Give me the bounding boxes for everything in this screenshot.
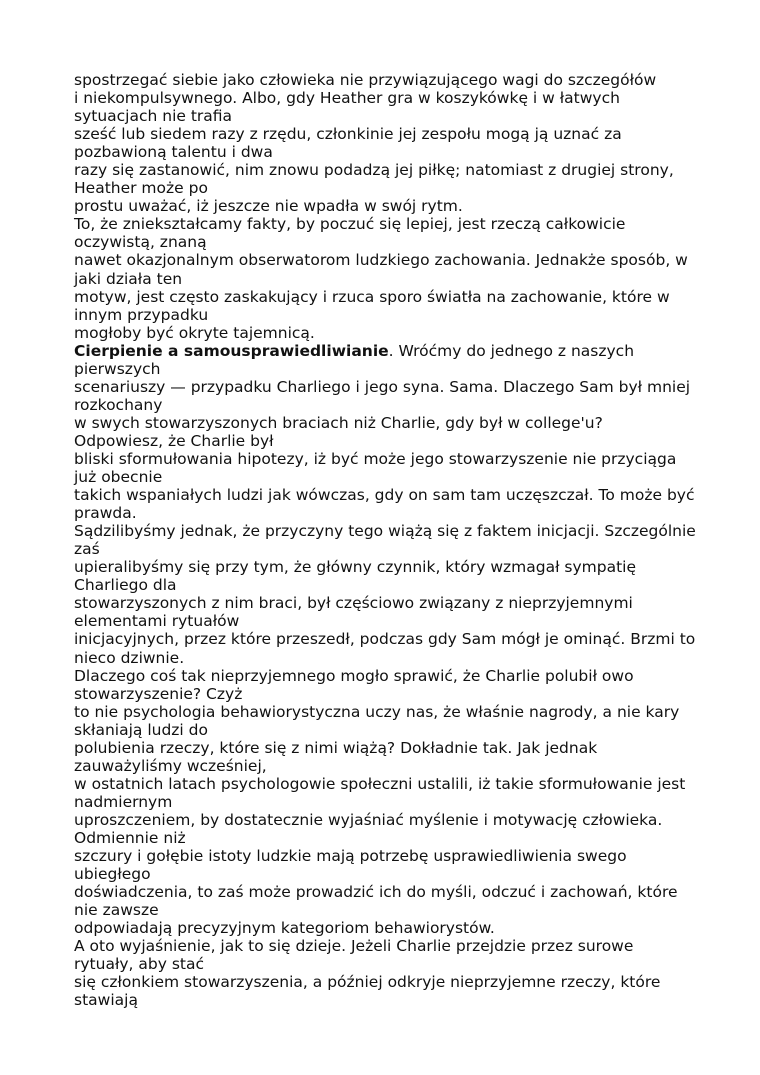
section-heading: Cierpienie a samousprawiedliwianie: [74, 341, 389, 360]
text-line: nawet okazjonalnym obserwatorom ludzkiego zachowania. Jednakże sposób, w: [74, 251, 688, 270]
text-line: rytuały, aby stać: [74, 955, 204, 974]
text-line: inicjacyjnych, przez które przeszedł, podczas gdy Sam mógł je ominąć. Brzmi to: [74, 630, 696, 649]
text-line: stowarzyszonych z nim braci, był częściowo związany z nieprzyjemnymi: [74, 594, 633, 613]
text-line: innym przypadku: [74, 305, 209, 324]
text-line: mogłoby być okryte tajemnicą.: [74, 323, 315, 342]
text-line: upieralibyśmy się przy tym, że główny czynnik, który wzmagał sympatię: [74, 558, 637, 577]
text-line: motyw, jest często zaskakujący i rzuca sporo światła na zachowanie, które w: [74, 287, 670, 306]
text-line: już obecnie: [74, 468, 163, 487]
text-line: polubienia rzeczy, które się z nimi wiążą? Dokładnie tak. Jak jednak: [74, 738, 598, 757]
text-line: oczywistą, znaną: [74, 233, 207, 252]
text-line: stowarzyszenie? Czyż: [74, 684, 243, 703]
text-line: Sądzilibyśmy jednak, że przyczyny tego wiążą się z faktem inicjacji. Szczególnie: [74, 522, 696, 541]
text-line: razy się zastanowić, nim znowu podadzą jej piłkę; natomiast z drugiej strony,: [74, 161, 674, 180]
text-line: sześć lub siedem razy z rzędu, członkinie jej zespołu mogą ją uznać za: [74, 125, 622, 144]
text-line: Odpowiesz, że Charlie był: [74, 431, 274, 450]
text-line: w swych stowarzyszonych braciach niż Charlie, gdy był w college'u?: [74, 413, 603, 432]
text-line: to nie psychologia behawiorystyczna uczy nas, że właśnie nagrody, a nie kary: [74, 702, 680, 721]
text-line: sytuacjach nie trafia: [74, 107, 233, 126]
text-line: bliski sformułowania hipotezy, iż być może jego stowarzyszenie nie przyciąga: [74, 449, 677, 468]
text-line: prostu uważać, iż jeszcze nie wpadła w swój rytm.: [74, 197, 463, 216]
text-line: odpowiadają precyzyjnym kategoriom behawiorystów.: [74, 919, 495, 938]
text-line: uproszczeniem, by dostatecznie wyjaśniać myślenie i motywację człowieka.: [74, 810, 663, 829]
text-line: To, że zniekształcamy fakty, by poczuć się lepiej, jest rzeczą całkowicie: [74, 215, 626, 234]
text-line: się członkiem stowarzyszenia, a później odkryje nieprzyjemne rzeczy, które: [74, 973, 661, 992]
text-line: w ostatnich latach psychologowie społeczni ustalili, iż takie sformułowanie jest: [74, 774, 686, 793]
text-line: nieco dziwnie.: [74, 648, 185, 667]
text-line: prawda.: [74, 504, 137, 523]
text-line: Charliego dla: [74, 576, 177, 595]
text-line: doświadczenia, to zaś może prowadzić ich do myśli, odczuć i zachowań, które: [74, 883, 678, 902]
section-heading-continuation: . Wróćmy do jednego z naszych: [388, 341, 635, 360]
document-page: [74, 71, 694, 1009]
text-line: jaki działa ten: [74, 269, 183, 288]
text-line: nadmiernym: [74, 792, 173, 811]
text-line: i niekompulsywnego. Albo, gdy Heather gra w koszykówkę i w łatwych: [74, 89, 620, 108]
text-line: spostrzegać siebie jako człowieka nie przywiązującego wagi do szczegółów: [74, 71, 657, 89]
text-line: zauważyliśmy wcześniej,: [74, 756, 267, 775]
text-line: A oto wyjaśnienie, jak to się dzieje. Jeżeli Charlie przejdzie przez surowe: [74, 937, 634, 956]
text-line: Heather może po: [74, 179, 208, 198]
text-line: zaś: [74, 540, 100, 559]
text-line: nie zawsze: [74, 901, 159, 920]
text-line: Odmiennie niż: [74, 828, 186, 847]
text-line: stawiają: [74, 991, 138, 1010]
text-line: takich wspaniałych ludzi jak wówczas, gdy on sam tam uczęszczał. To może być: [74, 486, 695, 505]
text-line: skłaniają ludzi do: [74, 720, 208, 739]
text-line: Dlaczego coś tak nieprzyjemnego mogło sprawić, że Charlie polubił owo: [74, 666, 634, 685]
text-line: pozbawioną talentu i dwa: [74, 143, 273, 162]
text-line: ubiegłego: [74, 865, 151, 884]
text-line: rozkochany: [74, 395, 163, 414]
section-heading-line: [74, 342, 694, 360]
text-line: scenariuszy — przypadku Charliego i jego syna. Sama. Dlaczego Sam był mniej: [74, 377, 691, 396]
text-line: pierwszych: [74, 359, 161, 378]
text-line: szczury i gołębie istoty ludzkie mają potrzebę usprawiedliwienia swego: [74, 847, 627, 866]
text-line: elementami rytuałów: [74, 612, 240, 631]
